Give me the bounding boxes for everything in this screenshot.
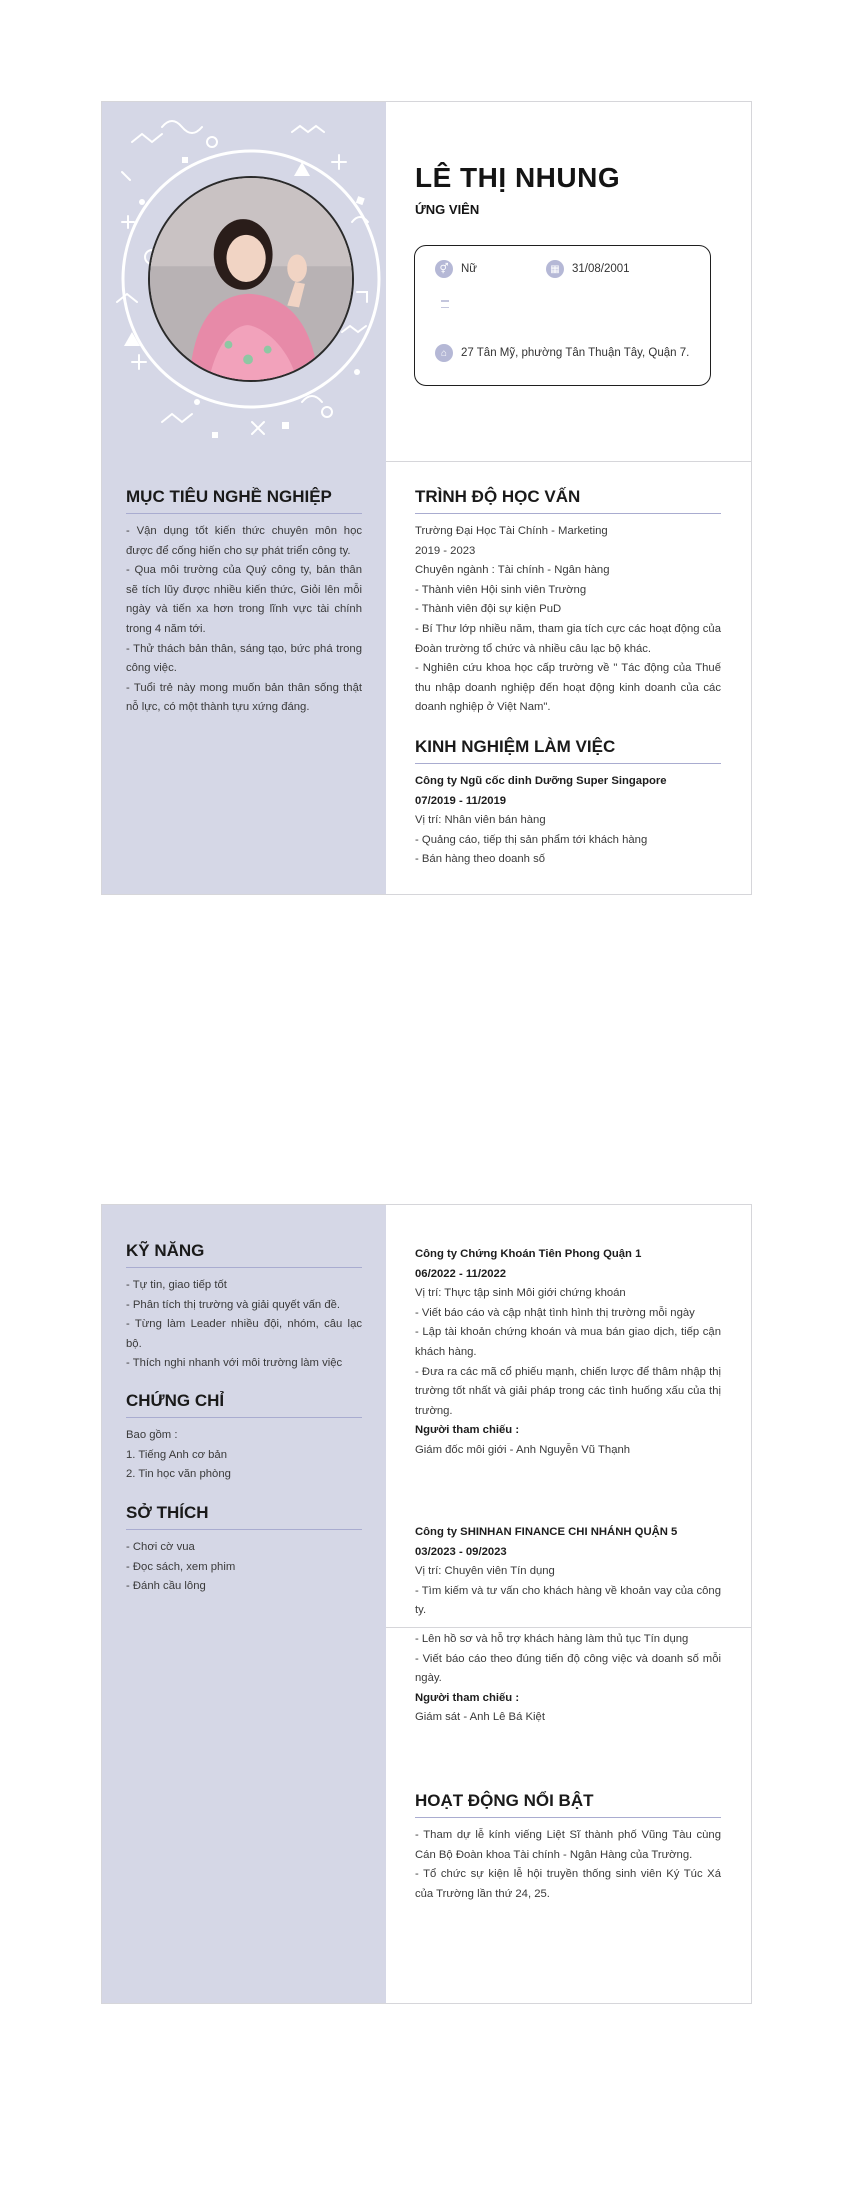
candidate-role: ỨNG VIÊN <box>415 202 480 217</box>
objective-line: - Thử thách bản thân, sáng tạo, bức phá trong công việc. <box>126 642 362 675</box>
activities-section <box>415 1791 721 1904</box>
education-item: - Thành viên Hội sinh viên Trường <box>415 583 587 596</box>
job-item: - Đưa ra các mã cổ phiếu mạnh, chiến lược để thâm nhập thị trường tốt nhất và giải pháp trong các tình huống xấu của thị trường. <box>415 1365 721 1417</box>
resume-page-1 <box>101 101 752 895</box>
job-item: - Bán hàng theo doanh số <box>415 853 546 866</box>
company-name: Công ty Ngũ cốc dinh Dưỡng Super Singapore <box>415 775 667 787</box>
objective-line: - Tuổi trẻ này mong muốn bản thân sống thật nỗ lực, có một thành tựu xứng đáng. <box>126 681 362 714</box>
objective-line: - Qua môi trường của Quý công ty, bản thân sẽ tích lũy được nhiều kiến thức, Giỏi lên mỗi ngày và tiến xa hơn trong lĩnh vực tài chính trong 4 năm tới. <box>126 564 362 635</box>
header-divider <box>386 461 751 462</box>
job-period: 07/2019 - 11/2019 <box>415 794 507 807</box>
job-period: 03/2023 - 09/2023 <box>415 1545 507 1558</box>
job-item: - Viết báo cáo theo đúng tiến độ công việc và doanh số mỗi ngày. <box>415 1652 721 1685</box>
address-value: 27 Tân Mỹ, phường Tân Thuận Tây, Quận 7. <box>461 347 690 359</box>
school-period: 2019 - 2023 <box>415 544 476 557</box>
job-period: 06/2022 - 11/2022 <box>415 1267 507 1280</box>
reference-label: Người tham chiếu : <box>415 1424 520 1437</box>
certificate-item: Bao gồm : <box>126 1429 178 1441</box>
experience-section <box>415 737 721 870</box>
education-item: - Thành viên đội sự kiện PuD <box>415 603 562 616</box>
profile-photo <box>150 178 352 380</box>
gender-icon: ⚥ <box>435 260 453 278</box>
hobby-item: - Đánh cầu lông <box>126 1580 206 1593</box>
dob-value: 31/08/2001 <box>572 263 630 275</box>
job-item: - Quảng cáo, tiếp thị sản phẩm tới khách hàng <box>415 833 648 846</box>
section-title: KỸ NĂNG <box>126 1241 362 1268</box>
skill-item: - Phân tích thị trường và giải quyết vấn đề. <box>126 1298 341 1311</box>
experience-job-2 <box>415 1245 721 1461</box>
skill-item: - Thích nghi nhanh với môi trường làm việc <box>126 1357 343 1370</box>
personal-info-box <box>414 245 711 386</box>
section-title: MỤC TIÊU NGHỀ NGHIỆP <box>126 487 362 514</box>
skill-item: - Tự tin, giao tiếp tốt <box>126 1279 227 1291</box>
reference-value: Giám sát - Anh Lê Bá Kiệt <box>415 1711 545 1724</box>
job-position: Vị trí: Nhân viên bán hàng <box>415 814 546 827</box>
hobby-item: - Chơi cờ vua <box>126 1541 195 1553</box>
section-title: TRÌNH ĐỘ HỌC VẤN <box>415 487 721 514</box>
page-split-line <box>386 1627 751 1628</box>
avatar <box>148 176 354 382</box>
home-icon: ⌂ <box>435 344 453 362</box>
activity-item: - Tham dự lễ kính viếng Liệt Sĩ thành phố Vũng Tàu cùng Cán Bộ Đoàn khoa Tài chính - Ngân Hàng của Trường. <box>415 1829 721 1861</box>
experience-job-3-continued <box>415 1630 721 1728</box>
section-title: HOẠT ĐỘNG NỔI BẬT <box>415 1791 721 1818</box>
job-item: - Viết báo cáo và cập nhật tình hình thị trường mỗi ngày <box>415 1306 695 1319</box>
photo-header <box>102 102 386 461</box>
address-info <box>435 344 689 362</box>
dob-info <box>546 260 630 278</box>
certificate-item: 1. Tiếng Anh cơ bản <box>126 1448 227 1461</box>
career-objective-section <box>126 487 362 718</box>
reference-value: Giám đốc môi giới - Anh Nguyễn Vũ Thạnh <box>415 1443 631 1456</box>
company-name: Công ty Chứng Khoán Tiên Phong Quận 1 <box>415 1248 642 1260</box>
certificate-item: 2. Tin học văn phòng <box>126 1468 231 1481</box>
gender-info <box>435 260 477 278</box>
skill-item: - Từng làm Leader nhiều đội, nhóm, câu lạc bộ. <box>126 1318 362 1350</box>
school-name: Trường Đại Học Tài Chính - Marketing <box>415 525 608 537</box>
gender-value: Nữ <box>461 263 478 275</box>
job-item: - Lập tài khoản chứng khoán và mua bán giao dịch, tiếp cận khách hàng. <box>415 1326 721 1358</box>
education-section <box>415 487 721 718</box>
company-name: Công ty SHINHAN FINANCE CHI NHÁNH QUẬN 5 <box>415 1526 678 1538</box>
hobby-item: - Đọc sách, xem phim <box>126 1560 236 1573</box>
section-title: KINH NGHIỆM LÀM VIỆC <box>415 737 721 764</box>
placeholder-lines-icon <box>441 300 449 310</box>
resume-page-2 <box>101 1204 752 2004</box>
education-item: - Bí Thư lớp nhiều năm, tham gia tích cực các hoạt động của Đoàn trường tổ chức và nhiều câu lạc bộ khác. <box>415 622 721 655</box>
certificates-section <box>126 1391 362 1485</box>
objective-line: - Vận dụng tốt kiến thức chuyên môn học được để cống hiến cho sự phát triển công ty. <box>126 525 362 557</box>
activity-item: - Tổ chức sự kiện lễ hội truyền thống sinh viên Ký Túc Xá của Trường lần thứ 24, 25. <box>415 1868 721 1900</box>
skills-section <box>126 1241 362 1374</box>
job-position: Vị trí: Chuyên viên Tín dụng <box>415 1565 555 1578</box>
section-title: CHỨNG CHỈ <box>126 1391 362 1418</box>
section-title: SỞ THÍCH <box>126 1503 362 1530</box>
calendar-icon: ▦ <box>546 260 564 278</box>
job-position: Vị trí: Thực tập sinh Môi giới chứng khoán <box>415 1287 626 1300</box>
experience-job-3 <box>415 1523 721 1621</box>
job-item: - Tìm kiếm và tư vấn cho khách hàng về khoản vay của công ty. <box>415 1584 721 1617</box>
education-item: - Nghiên cứu khoa học cấp trường về " Tác động của Thuế thu nhập doanh nghiệp đến hoạt động kinh doanh của các doanh nghiệp ở Việt Nam". <box>415 662 721 714</box>
school-major: Chuyên ngành : Tài chính - Ngân hàng <box>415 564 610 577</box>
hobbies-section <box>126 1503 362 1597</box>
job-item: - Lên hồ sơ và hỗ trợ khách hàng làm thủ tục Tín dụng <box>415 1633 689 1645</box>
candidate-name: LÊ THỊ NHUNG <box>415 162 621 193</box>
reference-label: Người tham chiếu : <box>415 1691 520 1704</box>
